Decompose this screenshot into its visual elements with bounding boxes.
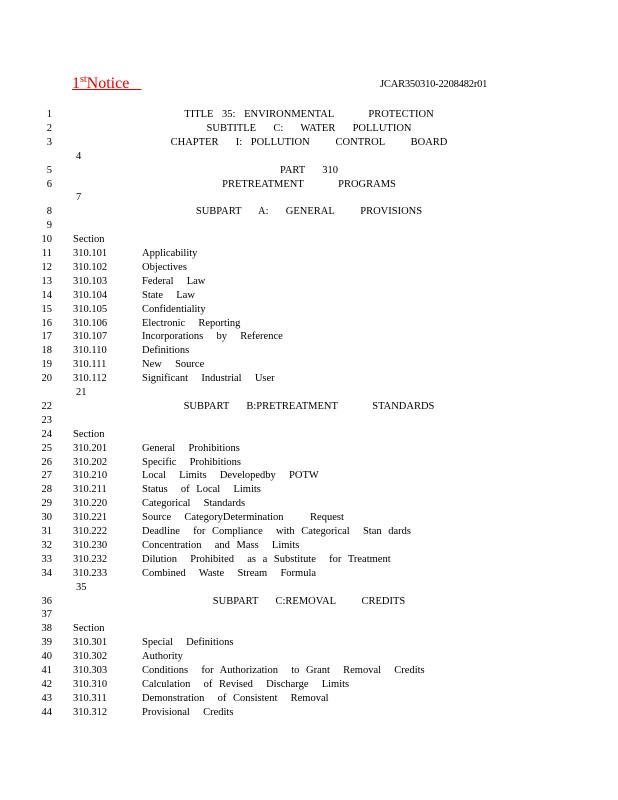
section-number: 310.230: [73, 539, 108, 551]
line-number: 8: [46, 206, 52, 218]
line-number: 13: [41, 275, 52, 287]
line-number: 35: [76, 581, 87, 593]
heading-text: SUBPART A: GENERAL PROVISIONS: [195, 206, 423, 218]
section-title: Status of Local Limits: [142, 484, 261, 496]
line-number: 15: [41, 303, 52, 315]
section-number: 310.201: [73, 442, 108, 454]
section-number: 310.104: [73, 289, 108, 301]
section-title: Source CategoryDetermination Request: [142, 512, 344, 524]
document-line: [0, 511, 618, 525]
document-line: [0, 608, 618, 622]
document-line: [0, 525, 618, 539]
section-number: 310.221: [73, 512, 108, 524]
document-line: [0, 178, 618, 192]
section-number: 310.310: [73, 678, 108, 690]
section-title: State Law: [142, 289, 195, 301]
section-title: New Source: [142, 359, 205, 371]
document-line: [0, 469, 618, 483]
heading-text: TITLE 35: ENVIRONMENTAL PROTECTION: [184, 109, 434, 120]
line-number: 24: [41, 428, 52, 440]
line-number: 18: [41, 345, 52, 357]
section-number: 310.202: [73, 456, 108, 468]
document-line: [0, 650, 618, 664]
section-number: 310.111: [73, 359, 107, 371]
document-line: [0, 456, 618, 470]
section-title: General Prohibitions: [142, 442, 240, 454]
section-title: Federal Law: [142, 275, 206, 287]
document-line: [0, 678, 618, 692]
heading-text: CHAPTER I: POLLUTION CONTROL BOARD: [170, 136, 448, 148]
section-number: 310.220: [73, 498, 108, 510]
document-line: [0, 442, 618, 456]
document-line: [0, 344, 618, 358]
section-title: Confidentiality: [142, 303, 206, 315]
line-number: 9: [46, 220, 52, 232]
line-number: 42: [41, 678, 52, 690]
section-title: Local Limits Developedby POTW: [142, 470, 319, 482]
line-number: 30: [41, 512, 52, 524]
section-number: 310.103: [73, 275, 108, 287]
document-line: [0, 303, 618, 317]
section-title: Definitions: [142, 345, 190, 357]
line-number: 11: [41, 248, 52, 259]
line-number: 33: [41, 553, 52, 565]
section-number: 310.311: [73, 692, 107, 704]
line-number: 10: [41, 234, 52, 246]
line-number: 5: [46, 164, 52, 176]
section-number: 310.112: [73, 373, 107, 385]
section-title: Demonstration of Consistent Removal: [142, 692, 329, 704]
line-number: 44: [41, 706, 52, 718]
heading-text: SUBTITLE C: WATER POLLUTION: [206, 122, 412, 134]
section-title: Provisional Credits: [142, 706, 234, 718]
section-title: Dilution Prohibited as a Substitute for Treatment: [142, 553, 391, 565]
document-line: [0, 595, 618, 609]
section-label: Section: [73, 234, 105, 246]
document-line: [0, 233, 618, 247]
document-id: JCAR350310-2208482r01: [380, 79, 488, 90]
line-number: 20: [41, 373, 52, 385]
document-line: [0, 205, 618, 219]
heading-text: SUBPART C:REMOVAL CREDITS: [212, 595, 406, 607]
section-number: 310.222: [73, 526, 108, 537]
line-number: 41: [41, 665, 52, 676]
section-title: Concentration and Mass Limits: [142, 539, 300, 551]
line-number: 31: [41, 526, 52, 537]
section-title: Objectives: [142, 261, 187, 273]
document-line: [0, 428, 618, 442]
document-line: [0, 108, 618, 122]
section-title: Combined Waste Stream Formula: [142, 567, 317, 579]
document-line: [0, 150, 618, 164]
line-number: 21: [76, 387, 87, 398]
line-number: 39: [41, 637, 52, 649]
notice-superscript: st: [80, 74, 87, 85]
document-line: [0, 261, 618, 275]
line-number: 43: [41, 692, 52, 704]
section-number: 310.303: [73, 665, 108, 676]
line-number: 26: [41, 456, 52, 468]
section-number: 310.301: [73, 637, 108, 649]
section-title: Categorical Standards: [142, 498, 246, 510]
line-number: 16: [41, 317, 52, 329]
document-line: [0, 136, 618, 150]
section-title: Deadline for Compliance with Categorical Stan dards: [142, 526, 411, 537]
document-line: [0, 289, 618, 303]
line-number: 36: [41, 595, 52, 607]
document-line: [0, 539, 618, 553]
document-line: [0, 692, 618, 706]
line-number: 38: [41, 623, 52, 635]
line-number: 12: [41, 261, 52, 273]
document-line: [0, 275, 618, 289]
document-line: [0, 664, 618, 678]
line-number: 32: [41, 539, 52, 551]
line-number: 29: [41, 498, 52, 510]
document-line: [0, 386, 618, 400]
line-number: 6: [46, 178, 52, 190]
document-line: [0, 219, 618, 233]
line-number: 23: [41, 414, 52, 426]
section-title: Specific Prohibitions: [142, 456, 241, 468]
section-number: 310.312: [73, 706, 108, 718]
notice-prefix: 1: [72, 75, 80, 92]
line-number: 1: [46, 109, 52, 120]
document-line: [0, 622, 618, 636]
document-line: [0, 567, 618, 581]
line-number: 14: [41, 289, 52, 301]
document-line: [0, 483, 618, 497]
section-number: 310.233: [73, 567, 108, 579]
section-label: Section: [73, 428, 105, 440]
heading-text: SUBPART B:PRETREATMENT STANDARDS: [183, 400, 435, 412]
section-title: Applicability: [142, 248, 198, 259]
document-line: [0, 164, 618, 178]
section-number: 310.211: [73, 484, 107, 496]
section-title: Authority: [142, 651, 183, 663]
section-number: 310.107: [73, 331, 108, 343]
document-line: [0, 497, 618, 511]
document-line: [0, 636, 618, 650]
heading-text: PART 310: [279, 164, 339, 176]
section-number: 310.106: [73, 317, 108, 329]
section-number: 310.102: [73, 261, 108, 273]
document-line: [0, 581, 618, 595]
line-number: 2: [46, 122, 52, 134]
heading-text: PRETREATMENT PROGRAMS: [222, 178, 396, 190]
document-line: [0, 247, 618, 261]
line-number: 28: [41, 484, 52, 496]
line-number: 7: [76, 192, 82, 204]
section-number: 310.232: [73, 553, 108, 565]
document-line: [0, 317, 618, 331]
line-number: 17: [41, 331, 52, 343]
document-line: [0, 330, 618, 344]
section-label: Section: [73, 623, 105, 635]
document-line: [0, 122, 618, 136]
line-number: 3: [46, 136, 52, 148]
section-title: Incorporations by Reference: [142, 331, 283, 343]
document-line: [0, 191, 618, 205]
section-number: 310.101: [73, 248, 108, 259]
section-title: Significant Industrial User: [142, 373, 275, 385]
line-number: 4: [76, 150, 82, 162]
line-number: 27: [41, 470, 52, 482]
line-number: 40: [41, 651, 52, 663]
line-number: 22: [41, 400, 52, 412]
line-number: 34: [41, 567, 52, 579]
document-line: [0, 414, 618, 428]
section-title: Electronic Reporting: [142, 317, 241, 329]
line-number: 25: [41, 442, 52, 454]
section-number: 310.302: [73, 651, 108, 663]
line-number: 37: [41, 609, 52, 621]
notice-text: Notice: [86, 75, 130, 92]
section-title: Calculation of Revised Discharge Limits: [142, 678, 350, 690]
document-line: [0, 706, 618, 720]
section-title: Conditions for Authorization to Grant Removal Credits: [142, 665, 425, 676]
section-number: 310.210: [73, 470, 108, 482]
section-number: 310.105: [73, 303, 108, 315]
document-line: [0, 400, 618, 414]
document-line: [0, 358, 618, 372]
document-line: [0, 372, 618, 386]
notice-label: [72, 74, 141, 93]
line-number: 19: [41, 359, 52, 371]
section-title: Special Definitions: [142, 637, 234, 649]
section-number: 310.110: [73, 345, 107, 357]
document-line: [0, 553, 618, 567]
